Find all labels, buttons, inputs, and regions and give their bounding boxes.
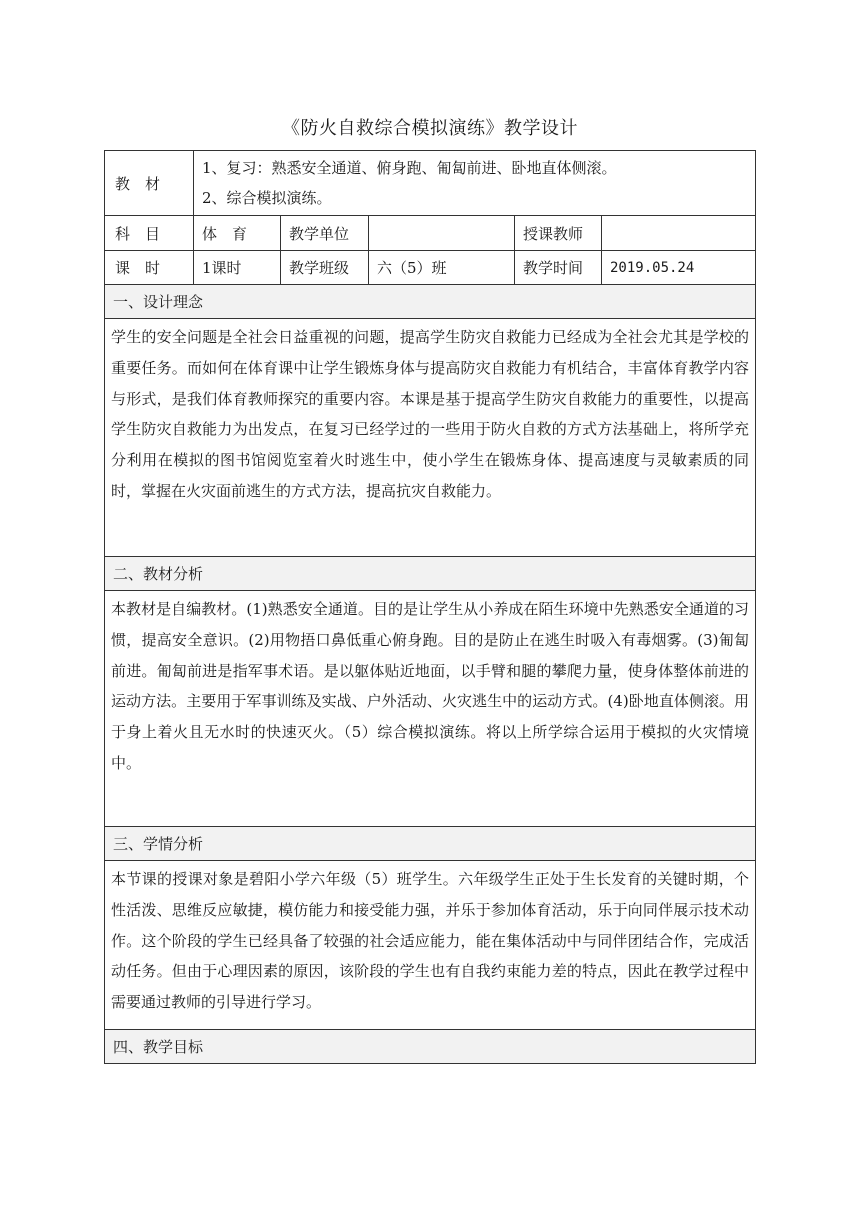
section-heading: 一、设计理念 xyxy=(105,285,756,319)
time-label: 教学时间 xyxy=(515,251,602,285)
section-heading: 二、教材分析 xyxy=(105,557,756,591)
time-value: 2019.05.24 xyxy=(602,251,756,285)
section-body-material xyxy=(105,591,756,827)
section-heading-students xyxy=(105,827,756,861)
unit-value xyxy=(369,216,515,251)
section-body-students xyxy=(105,861,756,1030)
material-row xyxy=(105,151,756,216)
class-label: 教学班级 xyxy=(281,251,369,285)
section-heading-goals xyxy=(105,1030,756,1064)
section-text: 本节课的授课对象是碧阳小学六年级（5）班学生。六年级学生正处于生长发育的关键时期，个性活泼、思维反应敏捷，模仿能力和接受能力强，并乐于参加体育活动，乐于向同伴展示技术动作。这个阶段的学生已经具备了较强的社会适应能力，能在集体活动中与同伴团结合作，完成活动任务。但由于心理因素的原因，该阶段的学生也有自我约束能力差的特点，因此在教学过程中需要通过教师的引导进行学习。 xyxy=(105,861,756,1030)
teacher-label: 授课教师 xyxy=(515,216,602,251)
section-heading: 三、学情分析 xyxy=(105,827,756,861)
section-text: 本教材是自编教材。(1)熟悉安全通道。目的是让学生从小养成在陌生环境中先熟悉安全通道的习惯，提高安全意识。(2)用物捂口鼻低重心俯身跑。目的是防止在逃生时吸入有毒烟雾。(3)匍匐前进。匍匐前进是指军事术语。是以躯体贴近地面，以手臂和腿的攀爬力量，使身体整体前进的运动方法。主要用于军事训练及实战、户外活动、火灾逃生中的运动方式。(4)卧地直体侧滚。用于身上着火且无水时的快速灭火。（5）综合模拟演练。将以上所学综合运用于模拟的火灾情境中。 xyxy=(105,591,756,827)
subject-label: 科 目 xyxy=(105,216,194,251)
subject-row xyxy=(105,216,756,251)
hours-label: 课 时 xyxy=(105,251,194,285)
subject-value: 体 育 xyxy=(194,216,281,251)
document-title: 《防火自救综合模拟演练》教学设计 xyxy=(282,118,578,139)
hours-row xyxy=(105,251,756,285)
material-label: 教 材 xyxy=(105,151,194,216)
hours-value: 1课时 xyxy=(194,251,281,285)
material-line-1: 1、复习：熟悉安全通道、俯身跑、匍匐前进、卧地直体侧滚。 xyxy=(202,159,617,177)
section-heading: 四、教学目标 xyxy=(105,1030,756,1064)
unit-label: 教学单位 xyxy=(281,216,369,251)
section-heading-material xyxy=(105,557,756,591)
teacher-value xyxy=(602,216,756,251)
class-value: 六（5）班 xyxy=(369,251,515,285)
section-text: 学生的安全问题是全社会日益重视的问题，提高学生防灾自救能力已经成为全社会尤其是学校的重要任务。而如何在体育课中让学生锻炼身体与提高防灾自救能力有机结合，丰富体育教学内容与形式，是我们体育教师探究的重要内容。本课是基于提高学生防灾自救能力的重要性，以提高学生防灾自救能力为出发点，在复习已经学过的一些用于防火自救的方式方法基础上，将所学充分利用在模拟的图书馆阅览室着火时逃生中，使小学生在锻炼身体、提高速度与灵敏素质的同时，掌握在火灾面前逃生的方式方法，提高抗灾自救能力。 xyxy=(105,319,756,557)
material-content xyxy=(194,151,756,216)
lesson-plan-table xyxy=(104,150,756,1064)
section-body-design xyxy=(105,319,756,557)
section-heading-design xyxy=(105,285,756,319)
material-line-2: 2、综合模拟演练。 xyxy=(202,189,332,207)
